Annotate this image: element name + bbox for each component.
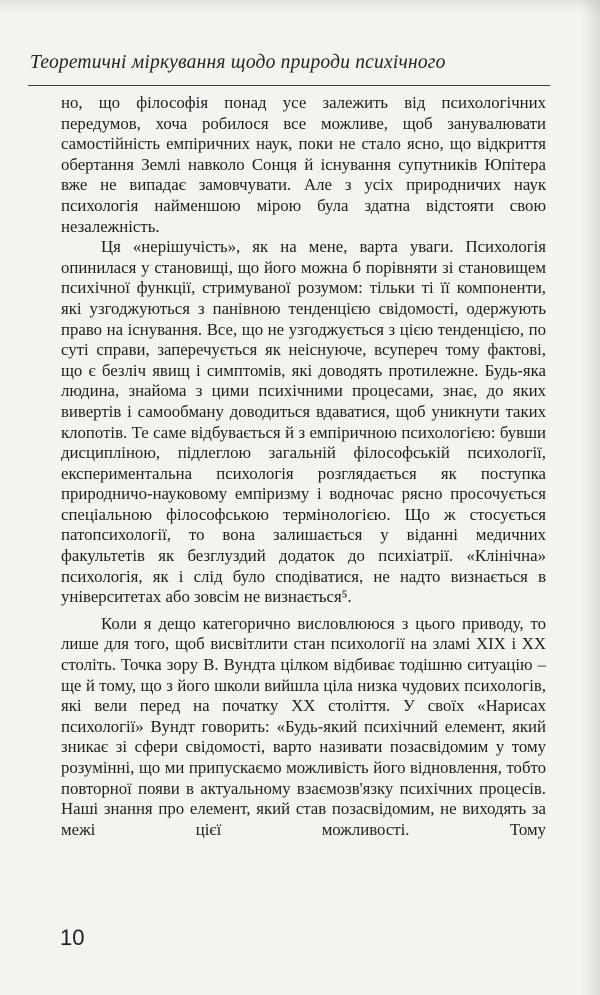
- paragraph-1: но, що філософія понад усе залежить від психологічних передумов, хоча робилося все можливе, щоб занувалювати самостійність емпіричних наук, поки не стало ясно, що відкриття обертання Землі навколо Сонця й існування супутників Юпітера вже не випадає замовчувати. Але з усіх природничих наук психологія найменшою мірою була здатна відстояти свою незалежність.: [61, 93, 546, 236]
- paragraph-3: Коли я дещо категорично висловлююся з цього приводу, то лише для того, щоб висвітлити стан психології на зламі XIX і XX століть. Точка зору В. Вундта цілком відбиває тодішню ситуацію – ще й тому, що з його школи вийшла ціла низка чудових психологів, які вели перед на початку XX століття. У своїх «Нарисах психології» Вундт говорить: «Будь-який психічний елемент, який зникає зі сфери свідомості, варто називати позасвідомим у тому розумінні, що ми припускаємо можливість його відновлення, тобто повторної появи в актуальному взаємозв'язку психічних процесів. Наші знання про елемент, який став позасвідомим, не виходять за межі цієї можливості. Тому: [61, 613, 546, 839]
- running-header: Теоретичні міркування щодо природи психічного: [30, 52, 446, 73]
- page-top-shadow: [0, 0, 600, 14]
- body-text: [61, 93, 546, 840]
- paragraph-2: Ця «нерішучість», як на мене, варта уваги. Психологія опинилася у становищі, що його можна б порівняти зі становищем психічної функції, стримуваної розумом: тільки ті її компоненти, які узгоджуються з панівною тенденцією свідомості, одержують право на існування. Все, що не узгоджується з цією тенденцією, по суті справи, заперечується як неіснуюче, всупереч тому фактові, що є безліч явищ і симптомів, які доводять протилежне. Будь-яка людина, знайома з цими психічними процесами, знає, до яких вивертів і самообману доводиться вдаватися, щоб уникнути таких клопотів. Те саме відбувається й з емпіричною психологією: бувши дисципліною, підлеглою загальній філософській психології, експериментальна психологія розглядається як поступка природничо-науковому емпіризму і водночас рясно просочується спеціальною філософською термінологією. Що ж стосується патопсихології, то вона залишається у віданні медичних факультетів як безглуздий додаток до психіатрії. «Клінічна» психологія, як і слід було сподіватися, не надто визнається в університетах або зовсім не визнається⁵.: [61, 237, 546, 607]
- page-number: 10: [60, 925, 85, 950]
- header-rule: [28, 85, 550, 86]
- page-edge-shadow: [582, 0, 600, 995]
